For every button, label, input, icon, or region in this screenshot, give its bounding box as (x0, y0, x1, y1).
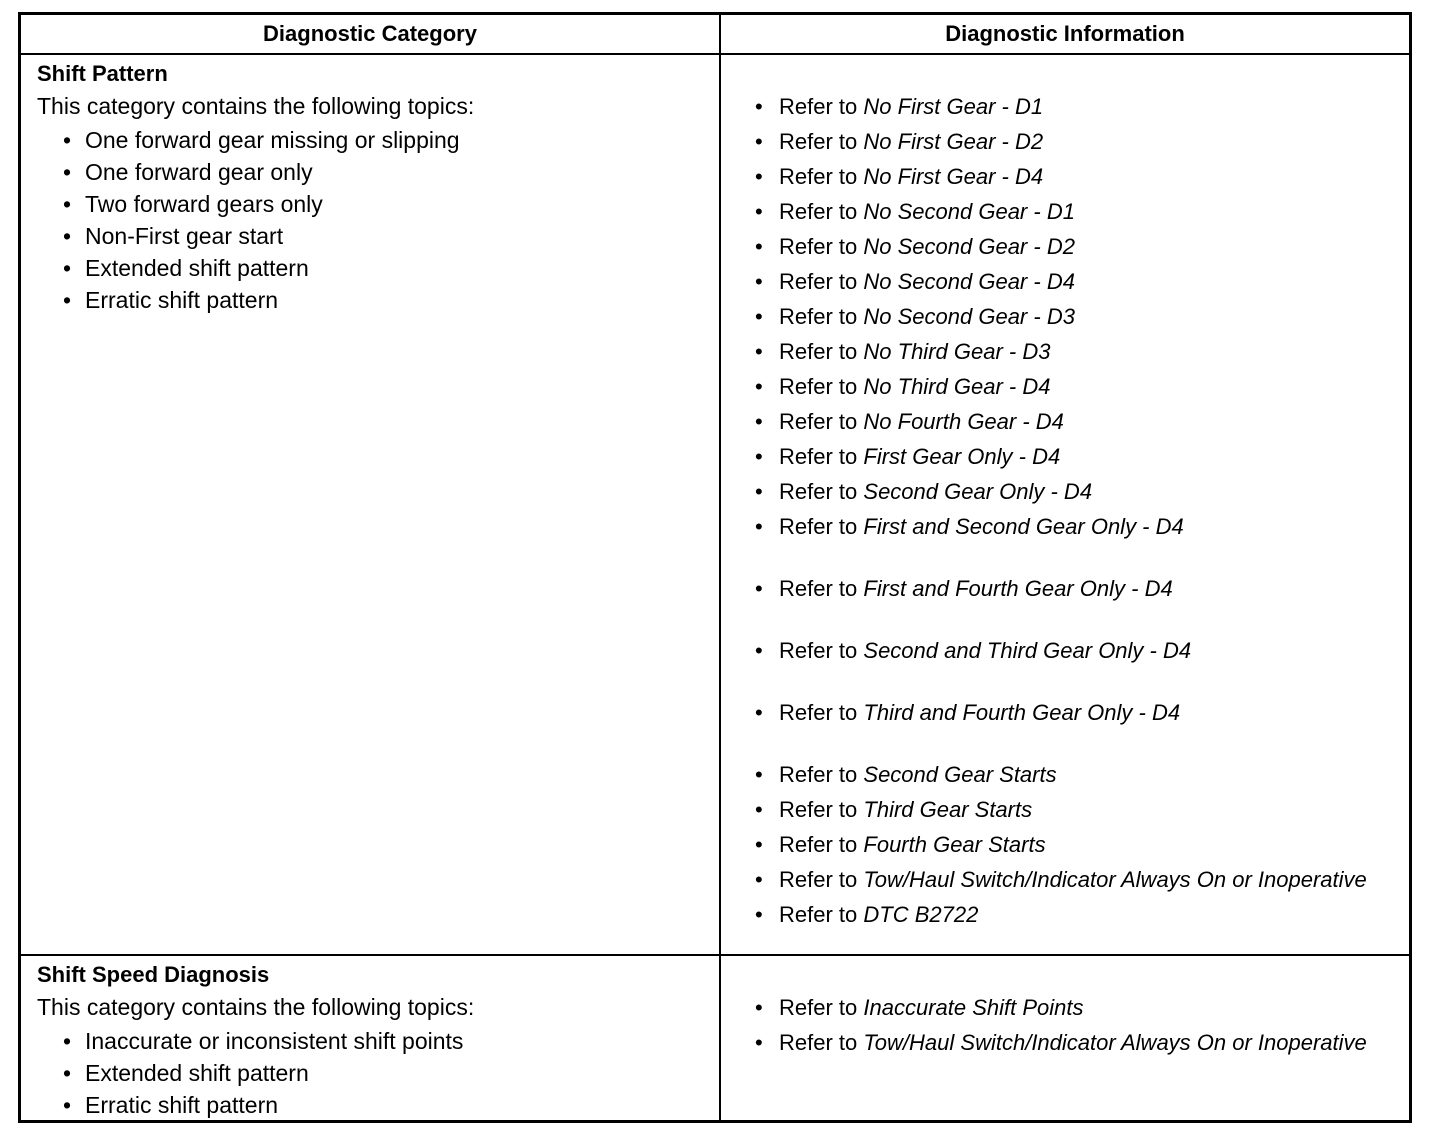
reference-prefix: Refer to (779, 129, 858, 154)
header-diagnostic-information: Diagnostic Information (945, 21, 1185, 46)
reference-link[interactable]: No First Gear - D2 (863, 129, 1044, 154)
reference-link[interactable]: Second and Third Gear Only - D4 (863, 638, 1192, 663)
topic-item: • Two forward gears only (63, 188, 719, 220)
reference-link[interactable]: No First Gear - D4 (863, 164, 1044, 189)
table-header-row (21, 15, 1409, 55)
reference-link[interactable]: Inaccurate Shift Points (863, 995, 1084, 1020)
reference-item (755, 373, 1409, 408)
reference-prefix: Refer to (779, 374, 858, 399)
reference-link[interactable]: First and Fourth Gear Only - D4 (863, 576, 1173, 601)
category-intro: This category contains the following topics: (37, 93, 475, 119)
reference-link[interactable]: Second Gear Starts (863, 762, 1057, 787)
reference-item (755, 513, 1409, 575)
reference-prefix: Refer to (779, 409, 858, 434)
category-intro: This category contains the following topics: (37, 994, 475, 1020)
reference-prefix: Refer to (779, 444, 858, 469)
reference-item (755, 408, 1409, 443)
reference-item (755, 575, 1409, 637)
header-diagnostic-category: Diagnostic Category (21, 15, 721, 53)
category-cell (21, 55, 721, 954)
reference-item (755, 303, 1409, 338)
reference-link[interactable]: No First Gear - D1 (863, 94, 1044, 119)
reference-prefix: Refer to (779, 902, 858, 927)
topic-item: • One forward gear missing or slipping (63, 124, 719, 156)
reference-item (755, 93, 1409, 128)
reference-item (755, 761, 1409, 796)
reference-item (755, 443, 1409, 478)
reference-link[interactable]: Fourth Gear Starts (863, 832, 1046, 857)
topic-item: • Extended shift pattern (63, 1057, 719, 1089)
topic-item: • Non-First gear start (63, 220, 719, 252)
reference-item (755, 1029, 1409, 1064)
category-title: Shift Pattern (37, 61, 168, 86)
reference-link[interactable]: First Gear Only - D4 (863, 444, 1061, 469)
reference-item (755, 338, 1409, 373)
reference-link[interactable]: First and Second Gear Only - D4 (863, 514, 1184, 539)
reference-link[interactable]: No Second Gear - D3 (863, 304, 1075, 329)
topic-item: • Erratic shift pattern (63, 1089, 719, 1121)
reference-prefix: Refer to (779, 1030, 858, 1055)
reference-link[interactable]: Third and Fourth Gear Only - D4 (863, 700, 1181, 725)
reference-prefix: Refer to (779, 514, 858, 539)
reference-prefix: Refer to (779, 199, 858, 224)
reference-item (755, 233, 1409, 268)
table-row (21, 956, 1409, 1120)
reference-prefix: Refer to (779, 234, 858, 259)
reference-prefix: Refer to (779, 304, 858, 329)
reference-link[interactable]: Tow/Haul Switch/Indicator Always On or Inoperative (863, 1030, 1367, 1055)
reference-prefix: Refer to (779, 94, 858, 119)
topic-list (21, 124, 719, 316)
reference-item (755, 198, 1409, 233)
information-cell (721, 55, 1409, 954)
reference-prefix: Refer to (779, 700, 858, 725)
reference-item (755, 268, 1409, 303)
category-cell (21, 956, 721, 1120)
reference-prefix: Refer to (779, 269, 858, 294)
reference-link[interactable]: No Third Gear - D3 (863, 339, 1051, 364)
reference-item (755, 866, 1409, 901)
reference-link[interactable]: No Fourth Gear - D4 (863, 409, 1064, 434)
topic-item: • Extended shift pattern (63, 252, 719, 284)
reference-link[interactable]: DTC B2722 (863, 902, 979, 927)
reference-link[interactable]: Tow/Haul Switch/Indicator Always On or Inoperative (863, 867, 1367, 892)
reference-item (755, 796, 1409, 831)
reference-prefix: Refer to (779, 164, 858, 189)
reference-prefix: Refer to (779, 479, 858, 504)
reference-link[interactable]: No Second Gear - D2 (863, 234, 1075, 259)
reference-item (755, 128, 1409, 163)
reference-prefix: Refer to (779, 995, 858, 1020)
category-title: Shift Speed Diagnosis (37, 962, 270, 987)
reference-link[interactable]: No Third Gear - D4 (863, 374, 1051, 399)
reference-prefix: Refer to (779, 638, 858, 663)
reference-prefix: Refer to (779, 576, 858, 601)
information-cell (721, 956, 1409, 1120)
reference-list (721, 994, 1409, 1064)
topic-item: • One forward gear only (63, 156, 719, 188)
diagnostic-table (18, 12, 1412, 1123)
reference-item (755, 699, 1409, 761)
reference-prefix: Refer to (779, 867, 858, 892)
reference-link[interactable]: Second Gear Only - D4 (863, 479, 1093, 504)
reference-link[interactable]: Third Gear Starts (863, 797, 1033, 822)
topic-list (21, 1025, 719, 1121)
reference-prefix: Refer to (779, 797, 858, 822)
reference-list (721, 93, 1409, 936)
reference-item (755, 994, 1409, 1029)
reference-item (755, 831, 1409, 866)
reference-item (755, 163, 1409, 198)
reference-prefix: Refer to (779, 832, 858, 857)
reference-item (755, 478, 1409, 513)
reference-item (755, 637, 1409, 699)
topic-item: • Erratic shift pattern (63, 284, 719, 316)
table-row (21, 55, 1409, 956)
reference-item (755, 901, 1409, 936)
reference-link[interactable]: No Second Gear - D1 (863, 199, 1075, 224)
topic-item: • Inaccurate or inconsistent shift points (63, 1025, 719, 1057)
reference-prefix: Refer to (779, 339, 858, 364)
reference-prefix: Refer to (779, 762, 858, 787)
reference-link[interactable]: No Second Gear - D4 (863, 269, 1075, 294)
